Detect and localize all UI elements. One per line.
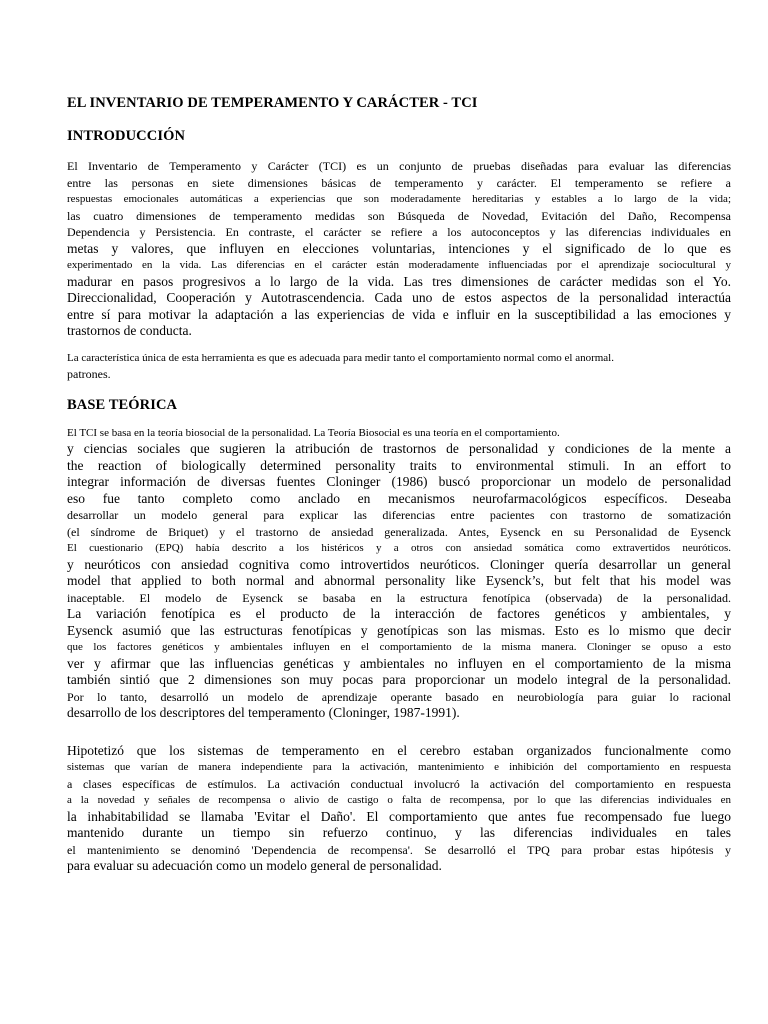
text-line: El TCI se basa en la teoría biosocial de la personalidad. La Teoría Biosocial es una teoría en el comportamiento. — [67, 426, 560, 439]
text-line: El cuestionario (EPQ) había descrito a los histéricos y a otros con ansiedad somática como extravertidos neuróticos. — [67, 542, 731, 554]
text-line: mantenido durante un tiempo sin refuerzo continuo, y las diferencias individuales en tales — [67, 825, 731, 840]
intro-paragraph — [67, 158, 731, 340]
text-line: patrones. — [67, 367, 111, 381]
text-line: entre sí para motivar la adaptación a las experiencias de vida e influir en la susceptibilidad a las emociones y — [67, 306, 731, 322]
text-line: inaceptable. El modelo de Eysenck se basaba en la estructura fenotípica (observada) de la personalidad. — [67, 590, 731, 605]
text-line: trastornos de conducta. — [67, 323, 192, 338]
text-line: La característica única de esta herramienta es que es adecuada para medir tanto el comportamiento normal como el anormal. — [67, 351, 614, 364]
text-line: metas y valores, que influyen en elecciones voluntarias, intenciones y el significado de lo que es — [67, 240, 731, 256]
text-line: a clases específicas de estímulos. La activación conductual involucró la activación del comportamiento en respuesta — [67, 776, 731, 791]
text-line: desarrollar un modelo general para explicar las diferencias entre pacientes con trastorno de somatización — [67, 508, 731, 522]
temperament-systems-paragraph — [67, 743, 731, 875]
text-line: La variación fenotípica es el producto de la interacción de factores genéticos y ambientales, y — [67, 606, 731, 621]
text-line: madurar en pasos progresivos a lo largo de la vida. Las tres dimensiones de carácter medidas son el Yo. — [67, 273, 731, 289]
text-line: El Inventario de Temperamento y Carácter (TCI) es un conjunto de pruebas diseñadas para evaluar las diferencias — [67, 159, 731, 173]
text-line: respuestas emocionales automáticas a experiencias que son moderadamente hereditarias y estables a lo largo de la vida; — [67, 193, 731, 205]
document-page — [67, 94, 731, 875]
text-line: y ciencias sociales que sugieren la atribución de trastornos de personalidad y condiciones de la mente a — [67, 441, 731, 456]
text-line: la inhabitabilidad se llamaba 'Evitar el Daño'. El comportamiento que antes fue recompensado fue luego — [67, 808, 731, 824]
text-line: ver y afirmar que las influencias genéticas y ambientales no influyen en el comportamiento de la misma — [67, 655, 731, 671]
text-line: las cuatro dimensiones de temperamento medidas son Búsqueda de Novedad, Evitación del Daño, Recompensa — [67, 208, 731, 223]
text-line: experimentado en la vida. Las diferencias en el carácter están moderadamente influenciadas por el aprendizaje sociocultural y — [67, 259, 731, 271]
text-line: Hipotetizó que los sistemas de temperamento en el cerebro estaban organizados funcionalmente como — [67, 742, 731, 758]
text-line: desarrollo de los descriptores del temperamento (Cloninger, 1987-1991). — [67, 705, 460, 720]
text-line: entre las personas en siete dimensiones básicas de temperamento y carácter. El temperamento se refiere a — [67, 175, 731, 190]
text-line: Dependencia y Persistencia. En contraste, el carácter se refiere a los autoconceptos y las diferencias individuales en — [67, 225, 731, 239]
text-line: integrar información de diversas fuentes Cloninger (1986) buscó proporcionar un modelo de personalidad — [67, 474, 731, 489]
section-heading-base-teorica: BASE TEÓRICA — [67, 396, 178, 413]
text-line: y neuróticos con ansiedad cognitiva como introvertidos neuróticos. Cloninger quería desarrollar un general — [67, 556, 731, 572]
text-line: (el síndrome de Briquet) y el trastorno de ansiedad generalizada. Antes, Eysenck en su Personalidad de Eysenck — [67, 524, 731, 539]
text-line: el mantenimiento se denominó 'Dependencia de recompensa'. Se desarrolló el TPQ para probar estas hipótesis y — [67, 842, 731, 857]
section-heading-introduccion: INTRODUCCIÓN — [67, 128, 186, 144]
unique-feature-paragraph — [67, 350, 731, 383]
text-line: sistemas que varían de manera independiente para la activación, mantenimiento e inhibición del comportamiento en respuesta — [67, 761, 731, 773]
text-line: para evaluar su adecuación como un modelo general de personalidad. — [67, 858, 442, 873]
text-line: model that applied to both normal and abnormal personality like Eysenck’s, but felt that his model was — [67, 573, 731, 588]
text-line: the reaction of biologically determined personality traits to environmental stimuli. In an effort to — [67, 457, 731, 473]
text-line: eso fue tanto completo como anclado en mecanismos neurofarmacológicos específicos. Deseaba — [67, 490, 731, 506]
document-title: EL INVENTARIO DE TEMPERAMENTO Y CARÁCTER - TCI — [67, 95, 478, 111]
text-line: que los factores genéticos y ambientales influyen en el comportamiento de la misma manera. Cloninger se opuso a esto — [67, 641, 731, 653]
text-line: Eysenck asumió que las estructuras fenotípicas y genotípicas son las mismas. Esto es lo mismo que decir — [67, 622, 731, 638]
text-line: Por lo tanto, desarrolló un modelo de aprendizaje operante basado en neurobiología para guiar lo racional — [67, 689, 731, 704]
base-theory-paragraph — [67, 425, 731, 722]
text-line: también sintió que 2 dimensiones son muy pocas para proporcionar un modelo integral de la personalidad. — [67, 672, 731, 687]
text-line: Direccionalidad, Cooperación y Autotrascendencia. Cada uno de estos aspectos de la personalidad interactúa — [67, 290, 731, 305]
text-line: a la novedad y señales de recompensa o alivio de castigo o falta de recompensa, por lo que las diferencias individuales en — [67, 794, 731, 806]
